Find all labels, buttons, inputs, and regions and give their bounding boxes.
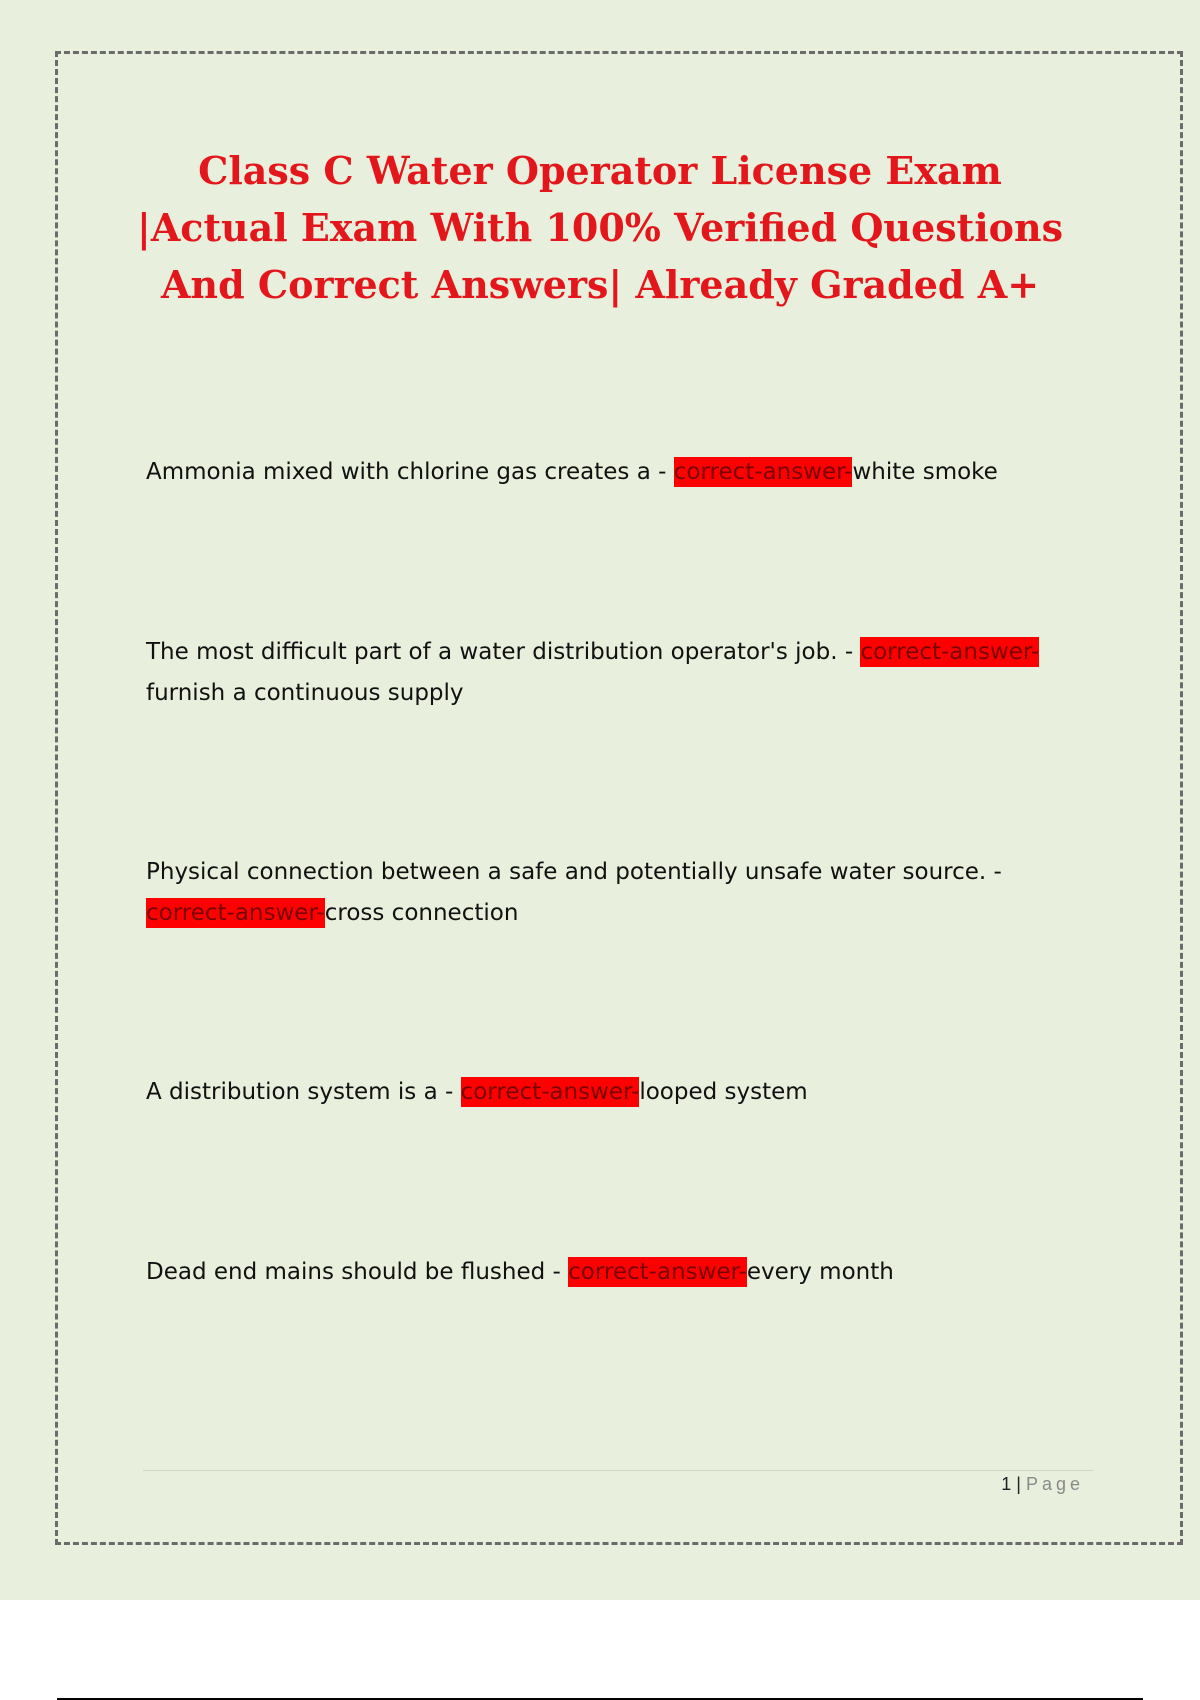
answer-text: looped system (639, 1079, 808, 1105)
qa-item (146, 452, 1066, 493)
question-text: Dead end mains should be flushed - (146, 1259, 569, 1285)
footer-separator: | (1011, 1474, 1026, 1494)
qa-item (146, 1072, 1066, 1113)
page-number-footer (1001, 1474, 1084, 1495)
question-text: Physical connection between a safe and potentially unsafe water source. - (146, 859, 1002, 885)
answer-text: cross connection (324, 900, 519, 926)
correct-answer-marker: correct-answer- (568, 1259, 747, 1285)
page-label: Page (1025, 1474, 1084, 1494)
qa-item (146, 852, 1066, 934)
qa-item (146, 1252, 1066, 1293)
qa-item (146, 632, 1066, 714)
answer-text: furnish a continuous supply (146, 680, 464, 706)
question-text: A distribution system is a - (146, 1079, 461, 1105)
footer-divider (143, 1470, 1093, 1471)
question-text: Ammonia mixed with chlorine gas creates a - (146, 459, 674, 485)
answer-text: white smoke (852, 459, 998, 485)
question-text: The most difficult part of a water distribution operator's job. - (146, 639, 861, 665)
correct-answer-marker: correct-answer- (673, 459, 853, 485)
correct-answer-marker: correct-answer- (146, 900, 325, 926)
page-number: 1 (1001, 1474, 1012, 1494)
document-title: Class C Water Operator License Exam |Actual Exam With 100% Verified Questions And Correct Answers| Already Graded A+ (137, 148, 1063, 307)
correct-answer-marker: correct-answer- (860, 639, 1040, 665)
answer-text: every month (746, 1259, 894, 1285)
correct-answer-marker: correct-answer- (460, 1079, 640, 1105)
